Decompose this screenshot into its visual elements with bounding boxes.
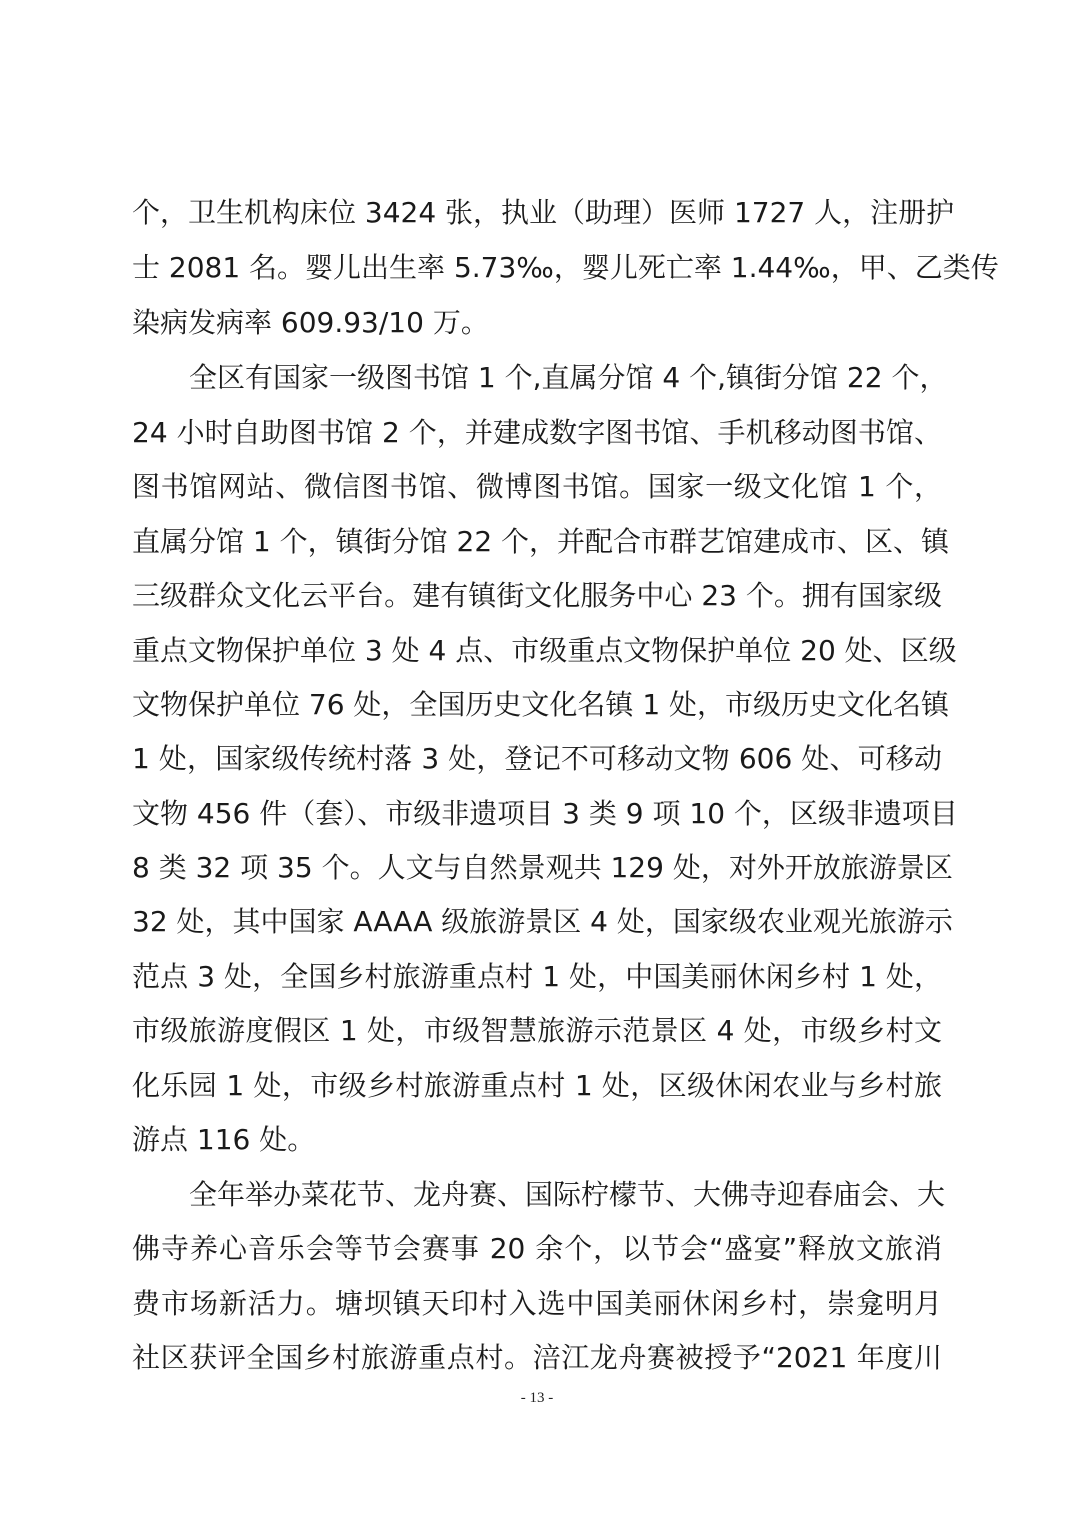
text-line: 全区有国家一级图书馆 1 个,直属分馆 4 个,镇街分馆 22 个，: [189, 361, 948, 394]
text-line: 32 处，其中国家 AAAA 级旅游景区 4 处，国家级农业观光旅游示: [132, 905, 953, 938]
page-number: - 13 -: [520, 1390, 554, 1406]
text-line: 费市场新活力。塘坝镇天印村入选中国美丽休闲乡村，崇龛明月: [132, 1287, 942, 1320]
text-line: 1 处，国家级传统村落 3 处，登记不可移动文物 606 处、可移动: [132, 742, 942, 775]
text-line: 24 小时自助图书馆 2 个，并建成数字图书馆、手机移动图书馆、: [132, 416, 942, 449]
text-line: 重点文物保护单位 3 处 4 点、市级重点文物保护单位 20 处、区级: [132, 634, 957, 667]
text-line: 社区获评全国乡村旅游重点村。涪江龙舟赛被授予“2021 年度川: [132, 1341, 942, 1374]
text-line: 染病发病率 609.93/10 万。: [132, 306, 489, 339]
text-line: 8 类 32 项 35 个。人文与自然景观共 129 处，对外开放旅游景区: [132, 851, 953, 884]
text-line: 市级旅游度假区 1 处，市级智慧旅游示范景区 4 处，市级乡村文: [132, 1014, 942, 1047]
text-line: 佛寺养心音乐会等节会赛事 20 余个，以节会“盛宴”释放文旅消: [132, 1232, 942, 1265]
text-line: 全年举办菜花节、龙舟赛、国际柠檬节、大佛寺迎春庙会、大: [189, 1178, 946, 1211]
text-line: 个，卫生机构床位 3424 张，执业（助理）医师 1727 人，注册护: [132, 196, 955, 229]
text-line: 图书馆网站、微信图书馆、微博图书馆。国家一级文化馆 1 个，: [132, 470, 942, 503]
text-line: 化乐园 1 处，市级乡村旅游重点村 1 处，区级休闲农业与乡村旅: [132, 1069, 942, 1102]
text-line: 文物 456 件（套）、市级非遗项目 3 类 9 项 10 个，区级非遗项目: [132, 797, 958, 830]
text-line: 文物保护单位 76 处，全国历史文化名镇 1 处，市级历史文化名镇: [132, 688, 950, 721]
text-line: 士 2081 名。婴儿出生率 5.73‰，婴儿死亡率 1.44‰，甲、乙类传: [132, 251, 999, 284]
text-line: 游点 116 处。: [132, 1123, 316, 1156]
text-line: 范点 3 处，全国乡村旅游重点村 1 处，中国美丽休闲乡村 1 处，: [132, 960, 942, 993]
text-line: 直属分馆 1 个，镇街分馆 22 个，并配合市群艺馆建成市、区、镇: [132, 525, 950, 558]
text-line: 三级群众文化云平台。建有镇街文化服务中心 23 个。拥有国家级: [132, 579, 942, 612]
